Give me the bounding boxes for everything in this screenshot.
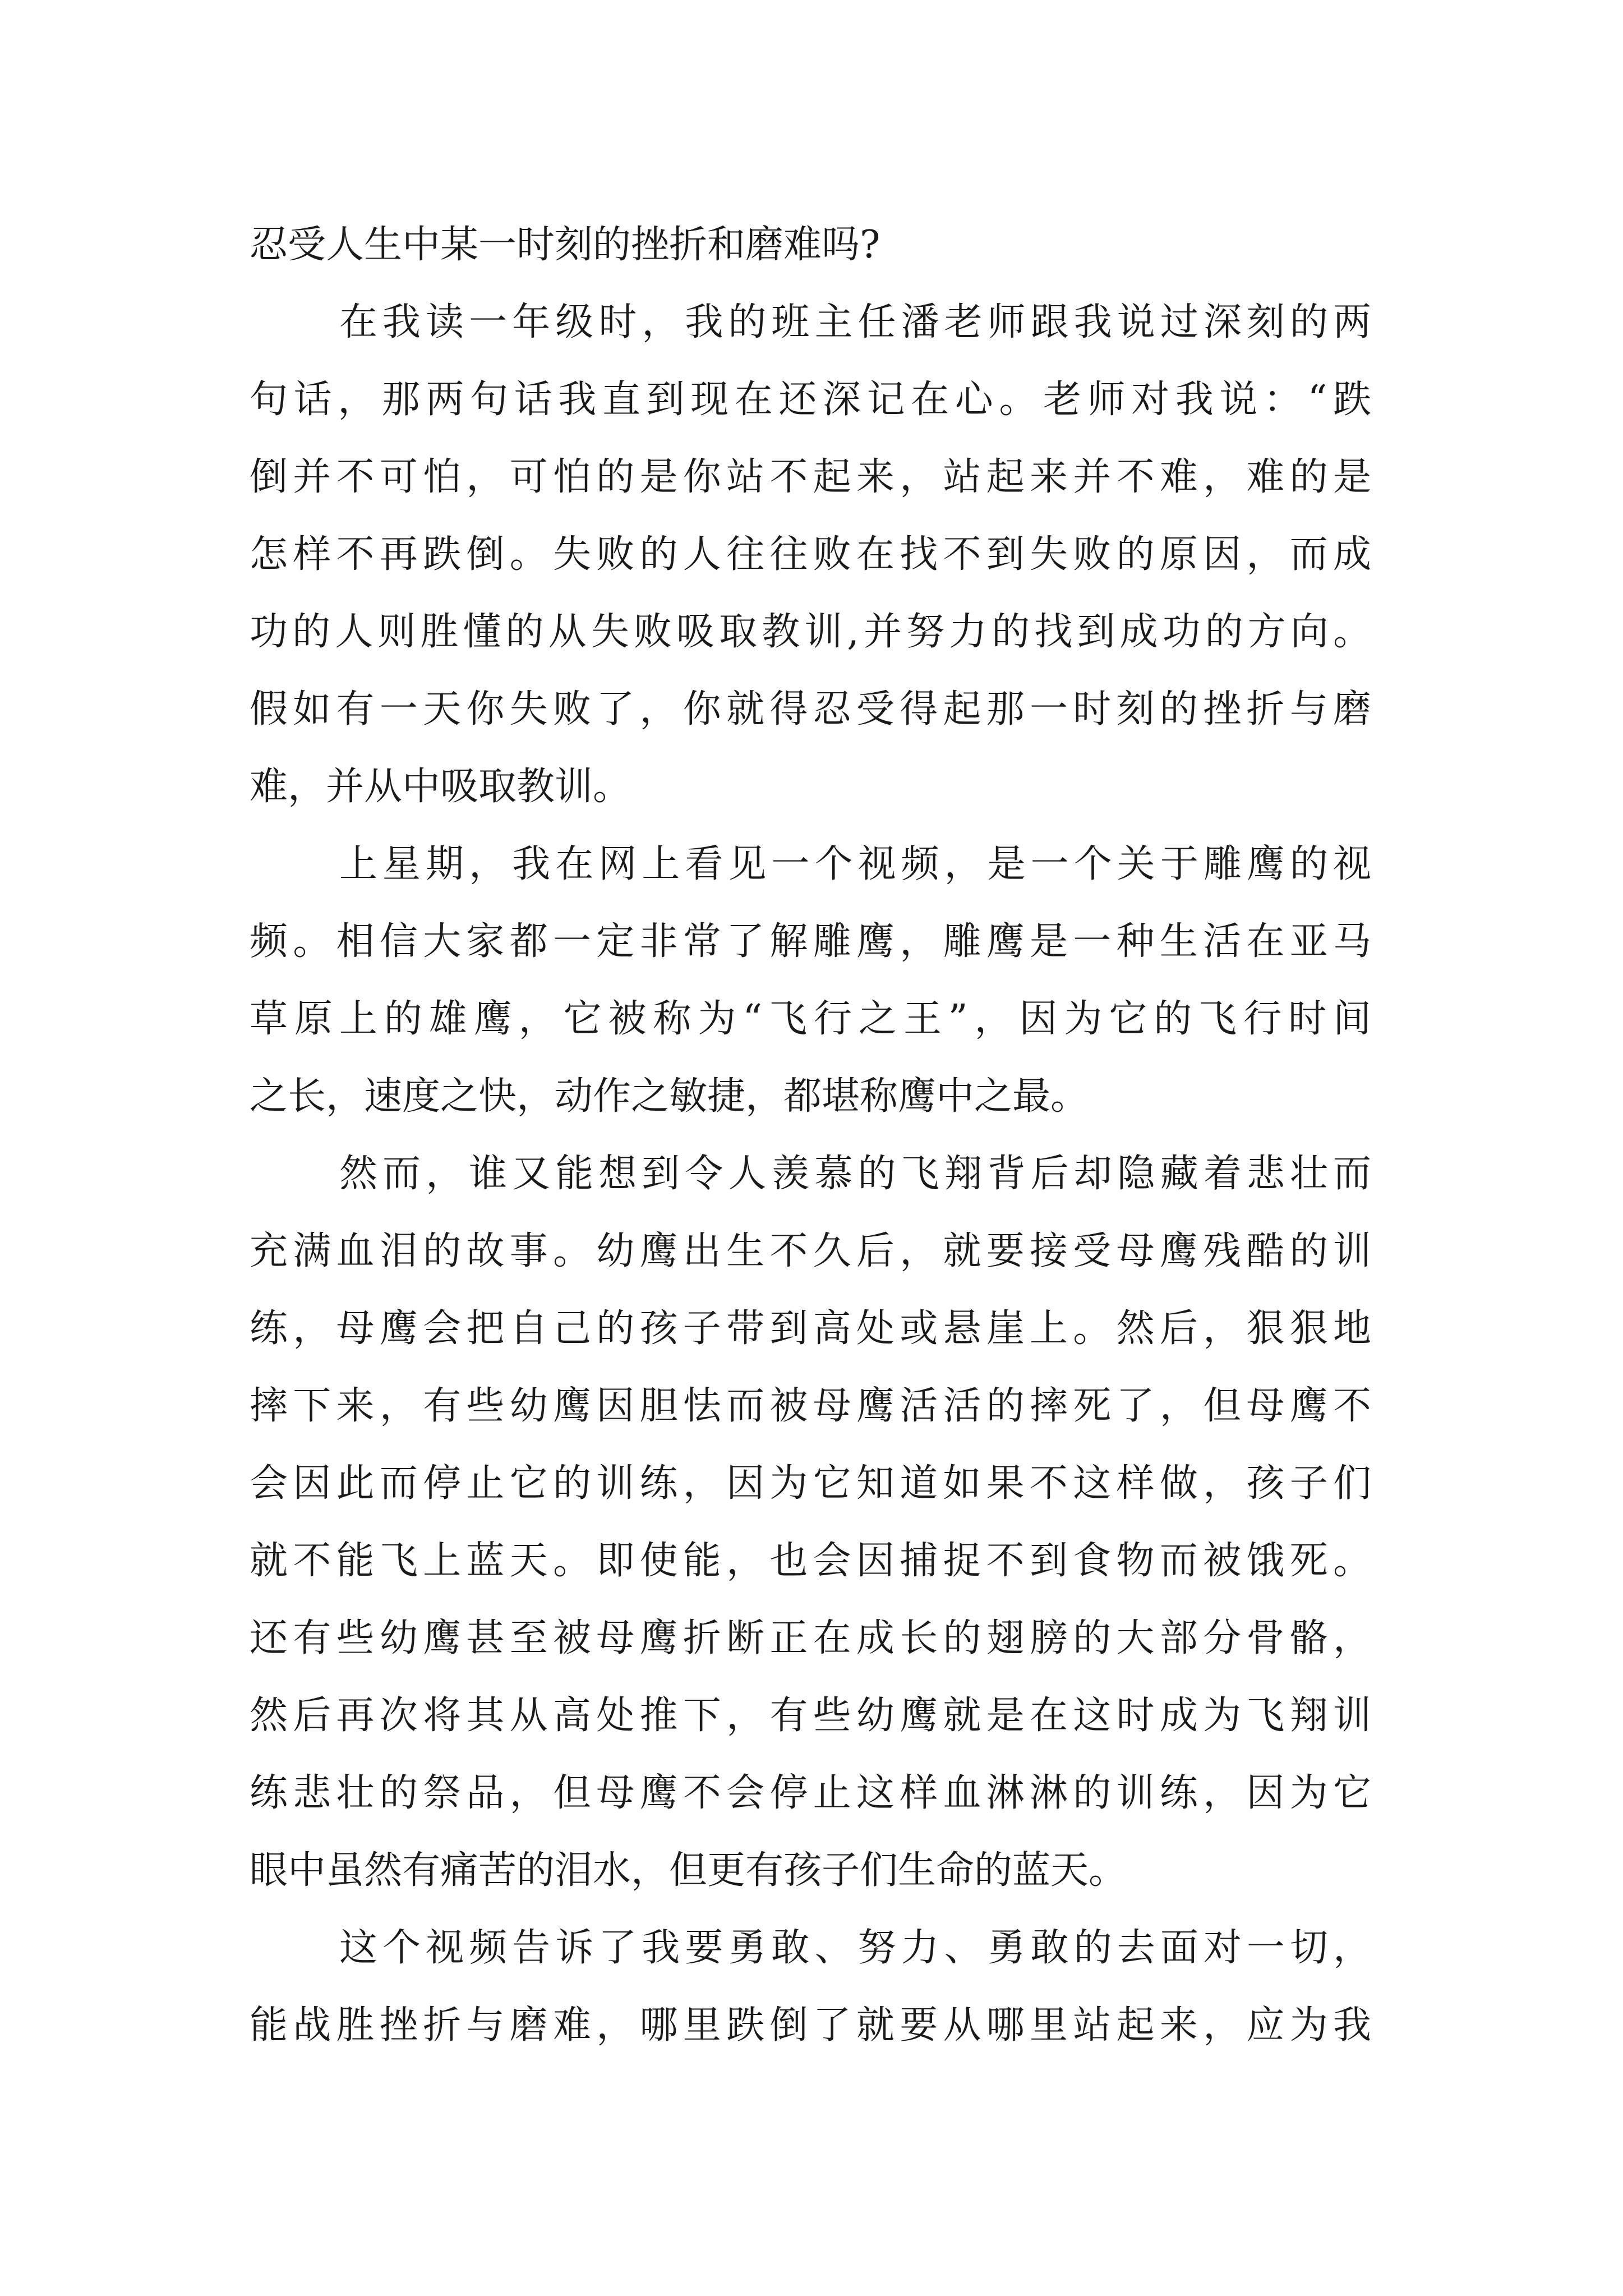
paragraph-2-line-1: 在我读一年级时，我的班主任潘老师跟我说过深刻的两 [339,300,1371,344]
paragraph-4-line-9: 练悲壮的祭品，但母鹰不会停止这样血淋淋的训练，因为它 [250,1771,1371,1815]
paragraph-2-line-5: 功的人则胜懂的从失败吸取教训,并努力的找到成功的方向。 [250,610,1371,654]
paragraph-3-line-3: 草原上的雄鹰，它被称为“飞行之王”，因为它的飞行时间 [250,997,1371,1041]
paragraph-4-line-8: 然后再次将其从高处推下，有些幼鹰就是在这时成为飞翔训 [250,1694,1371,1738]
paragraph-4-line-7: 还有些幼鹰甚至被母鹰折断正在成长的翅膀的大部分骨骼， [250,1616,1371,1660]
paragraph-2-line-7: 难，并从中吸取教训。 [250,765,631,809]
paragraph-2-line-6: 假如有一天你失败了，你就得忍受得起那一时刻的挫折与磨 [250,687,1371,731]
paragraph-5-line-1: 这个视频告诉了我要勇敢、努力、勇敢的去面对一切， [339,1926,1371,1970]
paragraph-3-line-2: 频。相信大家都一定非常了解雕鹰，雕鹰是一种生活在亚马 [250,919,1371,964]
paragraph-4-line-2: 充满血泪的故事。幼鹰出生不久后，就要接受母鹰残酷的训 [250,1229,1371,1273]
paragraph-4-line-6: 就不能飞上蓝天。即使能，也会因捕捉不到食物而被饿死。 [250,1539,1371,1583]
paragraph-4-line-10: 眼中虽然有痛苦的泪水，但更有孩子们生命的蓝天。 [250,1848,1127,1893]
paragraph-4-line-1: 然而，谁又能想到令人羡慕的飞翔背后却隐藏着悲壮而 [339,1152,1371,1196]
paragraph-3-line-1: 上星期，我在网上看见一个视频，是一个关于雕鹰的视 [339,842,1371,886]
paragraph-3-line-4: 之长，速度之快，动作之敏捷，都堪称鹰中之最。 [250,1074,1089,1119]
paragraph-1-line-1: 忍受人生中某一时刻的挫折和磨难吗? [250,223,880,267]
paragraph-2-line-2: 句话，那两句话我直到现在还深记在心。老师对我说：“跌 [250,378,1371,422]
paragraph-4-line-4: 摔下来，有些幼鹰因胆怯而被母鹰活活的摔死了，但母鹰不 [250,1384,1371,1428]
paragraph-5-line-2: 能战胜挫折与磨难，哪里跌倒了就要从哪里站起来，应为我 [250,2003,1371,2047]
paragraph-4-line-3: 练，母鹰会把自己的孩子带到高处或悬崖上。然后，狠狠地 [250,1306,1371,1351]
paragraph-2-line-4: 怎样不再跌倒。失败的人往往败在找不到失败的原因，而成 [250,532,1371,577]
paragraph-4-line-5: 会因此而停止它的训练，因为它知道如果不这样做，孩子们 [250,1461,1371,1506]
paragraph-2-line-3: 倒并不可怕，可怕的是你站不起来，站起来并不难，难的是 [250,455,1371,499]
